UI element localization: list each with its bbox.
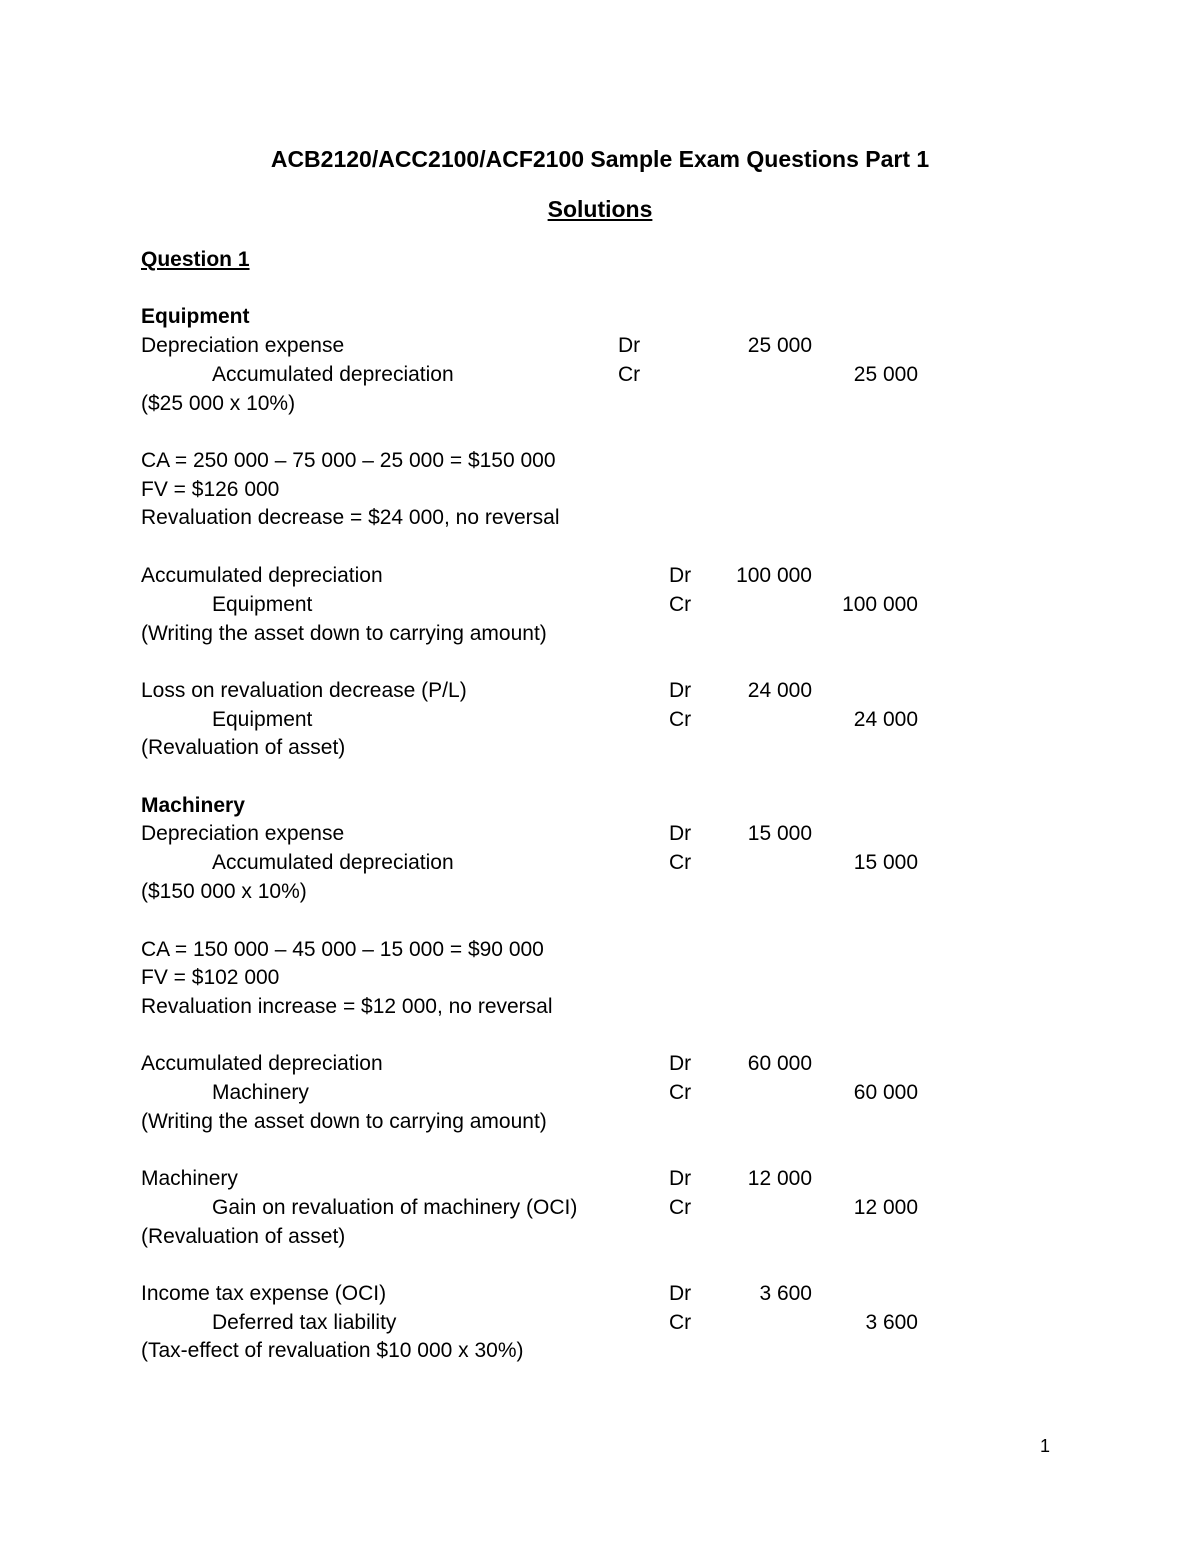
entry-line [0,332,1200,360]
debit-marker: Dr [669,1167,692,1190]
credit-amount: 3 600 [865,1311,918,1334]
entry-line [0,504,1200,532]
question-heading: Question 1 [141,248,250,271]
page-number: 1 [1040,1436,1051,1456]
debit-marker: Dr [669,1052,692,1075]
entry-label: Income tax expense (OCI) [141,1282,387,1305]
entry-label: Machinery [212,1081,309,1104]
entry-label: CA = 150 000 – 45 000 – 15 000 = $90 000 [141,938,544,961]
debit-marker: Dr [618,334,641,357]
entry-line [0,1223,1200,1251]
entry-line [0,1337,1200,1365]
entry-label: FV = $102 000 [141,966,280,989]
entry-line [0,1108,1200,1136]
credit-marker: Cr [669,1196,692,1219]
credit-amount: 25 000 [853,363,918,386]
debit-amount: 100 000 [736,564,812,587]
debit-marker: Dr [669,1282,692,1305]
debit-marker: Dr [669,564,692,587]
entry-line [0,964,1200,992]
credit-marker: Cr [669,1081,692,1104]
entry-label: (Tax-effect of revaluation $10 000 x 30%) [141,1339,524,1362]
entry-label: Equipment [212,708,313,731]
entry-line [0,1280,1200,1308]
entry-label: Loss on revaluation decrease (P/L) [141,679,467,702]
section-heading: Machinery [141,794,245,817]
entry-line [0,849,1200,877]
debit-amount: 3 600 [759,1282,812,1305]
entry-label: ($150 000 x 10%) [141,880,307,903]
credit-amount: 100 000 [842,593,918,616]
entry-label: Revaluation decrease = $24 000, no reversal [141,506,560,529]
credit-amount: 60 000 [853,1081,918,1104]
credit-marker: Cr [669,593,692,616]
entry-line [0,361,1200,389]
entry-label: Depreciation expense [141,822,345,845]
credit-marker: Cr [669,1311,692,1334]
credit-amount: 12 000 [853,1196,918,1219]
entry-label: Accumulated depreciation [141,1052,383,1075]
entry-line [0,1194,1200,1222]
section-heading: Equipment [141,305,250,328]
entry-line [0,562,1200,590]
entry-line [0,792,1200,820]
entry-line [0,591,1200,619]
credit-amount: 15 000 [853,851,918,874]
debit-amount: 15 000 [747,822,812,845]
entry-label: Gain on revaluation of machinery (OCI) [212,1196,578,1219]
entry-label: (Writing the asset down to carrying amount) [141,1110,547,1133]
entry-line [0,447,1200,475]
debit-marker: Dr [669,679,692,702]
entry-line [0,1309,1200,1337]
entry-label: ($25 000 x 10%) [141,392,296,415]
entry-line [0,677,1200,705]
entry-label: Machinery [141,1167,238,1190]
document-title: ACB2120/ACC2100/ACF2100 Sample Exam Questions Part 1 [270,146,930,172]
credit-marker: Cr [618,363,641,386]
entry-line [0,936,1200,964]
entry-label: Accumulated depreciation [212,851,454,874]
debit-amount: 24 000 [747,679,812,702]
entry-label: (Revaluation of asset) [141,736,346,759]
entry-line [0,878,1200,906]
entry-line [0,620,1200,648]
debit-amount: 12 000 [747,1167,812,1190]
entry-line [0,706,1200,734]
entry-label: CA = 250 000 – 75 000 – 25 000 = $150 000 [141,449,556,472]
entry-label: Revaluation increase = $12 000, no reversal [141,995,553,1018]
entry-label: (Writing the asset down to carrying amount) [141,622,547,645]
entry-label: FV = $126 000 [141,478,280,501]
entry-label: Equipment [212,593,313,616]
entry-line [0,390,1200,418]
entry-label: Deferred tax liability [212,1311,397,1334]
debit-marker: Dr [669,822,692,845]
entry-line [0,820,1200,848]
entry-label: Depreciation expense [141,334,345,357]
entry-label: Accumulated depreciation [212,363,454,386]
entry-label: (Revaluation of asset) [141,1225,346,1248]
entry-line [0,993,1200,1021]
debit-amount: 60 000 [747,1052,812,1075]
entry-line [0,303,1200,331]
entry-line [0,1165,1200,1193]
credit-marker: Cr [669,708,692,731]
entry-label: Accumulated depreciation [141,564,383,587]
debit-amount: 25 000 [747,334,812,357]
document-subtitle: Solutions [547,196,653,222]
entry-line [0,734,1200,762]
entry-line [0,476,1200,504]
entry-line [0,1079,1200,1107]
credit-marker: Cr [669,851,692,874]
entry-line [0,1050,1200,1078]
credit-amount: 24 000 [853,708,918,731]
